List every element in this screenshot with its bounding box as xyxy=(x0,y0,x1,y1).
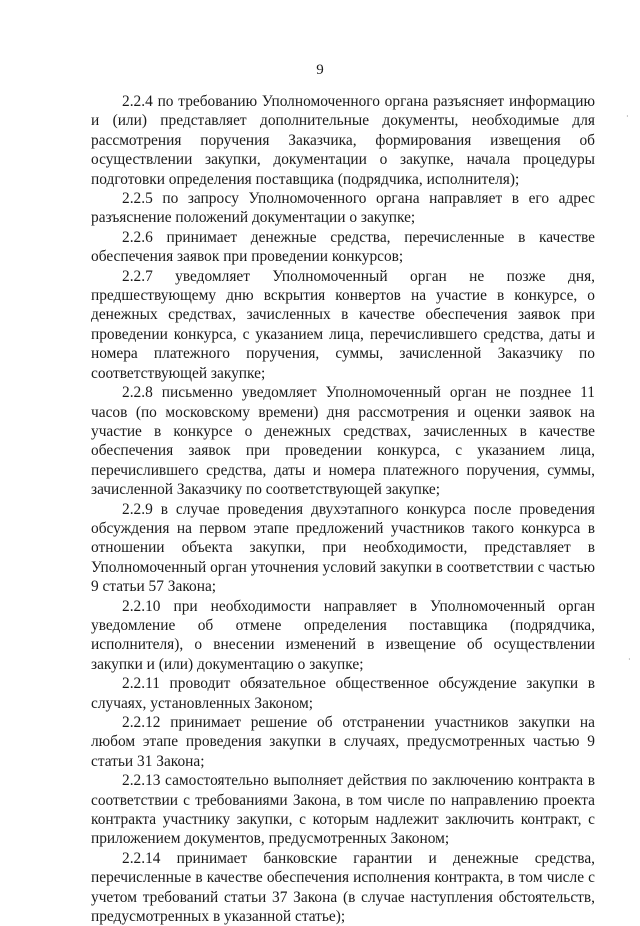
scan-mark: · xyxy=(628,655,631,664)
document-body xyxy=(91,92,595,926)
page-number: 9 xyxy=(316,62,324,78)
clause-2-2-11: 2.2.11 проводит обязательное общественное обсуждение закупки в случаях, установленных Законом; xyxy=(91,675,595,712)
clause-2-2-5: 2.2.5 по запросу Уполномоченного органа направляет в его адрес разъяснение положений документации о закупке; xyxy=(91,190,595,227)
scan-mark: · xyxy=(626,112,629,121)
clause-2-2-7: 2.2.7 уведомляет Уполномоченный орган не позже дня, предшествующему дню вскрытия конвертов на участие в конкурсе, о денежных средствах, зачисленных в качестве обеспечения заявок при проведении конкурса, с указанием лица, перечислившего средства, даты и номера платежного поручения, суммы, зачисленной Заказчику по соответствующей закупке; xyxy=(91,267,595,382)
clause-2-2-4: 2.2.4 по требованию Уполномоченного органа разъясняет информацию и (или) представляет дополнительные документы, необходимые для рассмотрения поручения Заказчика, формирования извещения об осуществлении закупки, документации о закупке, начала процедуры подготовки определения поставщика (подрядчика, исполнителя); xyxy=(91,93,595,188)
clause-2-2-12: 2.2.12 принимает решение об отстранении участников закупки на любом этапе проведения закупки в случаях, предусмотренных частью 9 статьи 31 Закона; xyxy=(91,714,595,770)
clause-2-2-10: 2.2.10 при необходимости направляет в Уполномоченный орган уведомление об отмене определения поставщика (подрядчика, исполнителя), о внесении изменений в извещение об осуществлении закупки и (или) документацию о закупке; xyxy=(91,597,595,673)
clause-2-2-8: 2.2.8 письменно уведомляет Уполномоченный орган не позднее 11 часов (по московскому времени) дня рассмотрения и оценки заявок на участие в конкурсе о денежных средствах, зачисленных в качестве обеспечения заявок при проведении конкурса, с указанием лица, перечислившего средства, даты и номера платежного поручения, суммы, зачисленной Заказчику по соответствующей закупке; xyxy=(91,384,595,499)
clause-2-2-9: 2.2.9 в случае проведения двухэтапного конкурса после проведения обсуждения на первом этапе предложений участников такого конкурса в отношении объекта закупки, при необходимости, представляет в Уполномоченный орган уточнения условий закупки в соответствии с частью 9 статьи 57 Закона; xyxy=(91,500,595,596)
clause-2-2-14: 2.2.14 принимает банковские гарантии и денежные средства, перечисленные в качестве обеспечения исполнения контракта, в том числе с учетом требований статьи 37 Закона (в случае наступления обстоятельств, предусмотренных в указанной статье); xyxy=(91,849,595,926)
clause-2-2-6: 2.2.6 принимает денежные средства, перечисленные в качестве обеспечения заявок при проведении конкурсов; xyxy=(91,228,595,266)
clause-2-2-13: 2.2.13 самостоятельно выполняет действия по заключению контракта в соответствии с требованиями Закона, в том числе по направлению проекта контракта участнику закупки, с которым надлежит заключить контракт, с приложением документов, предусмотренных Законом; xyxy=(91,772,595,848)
